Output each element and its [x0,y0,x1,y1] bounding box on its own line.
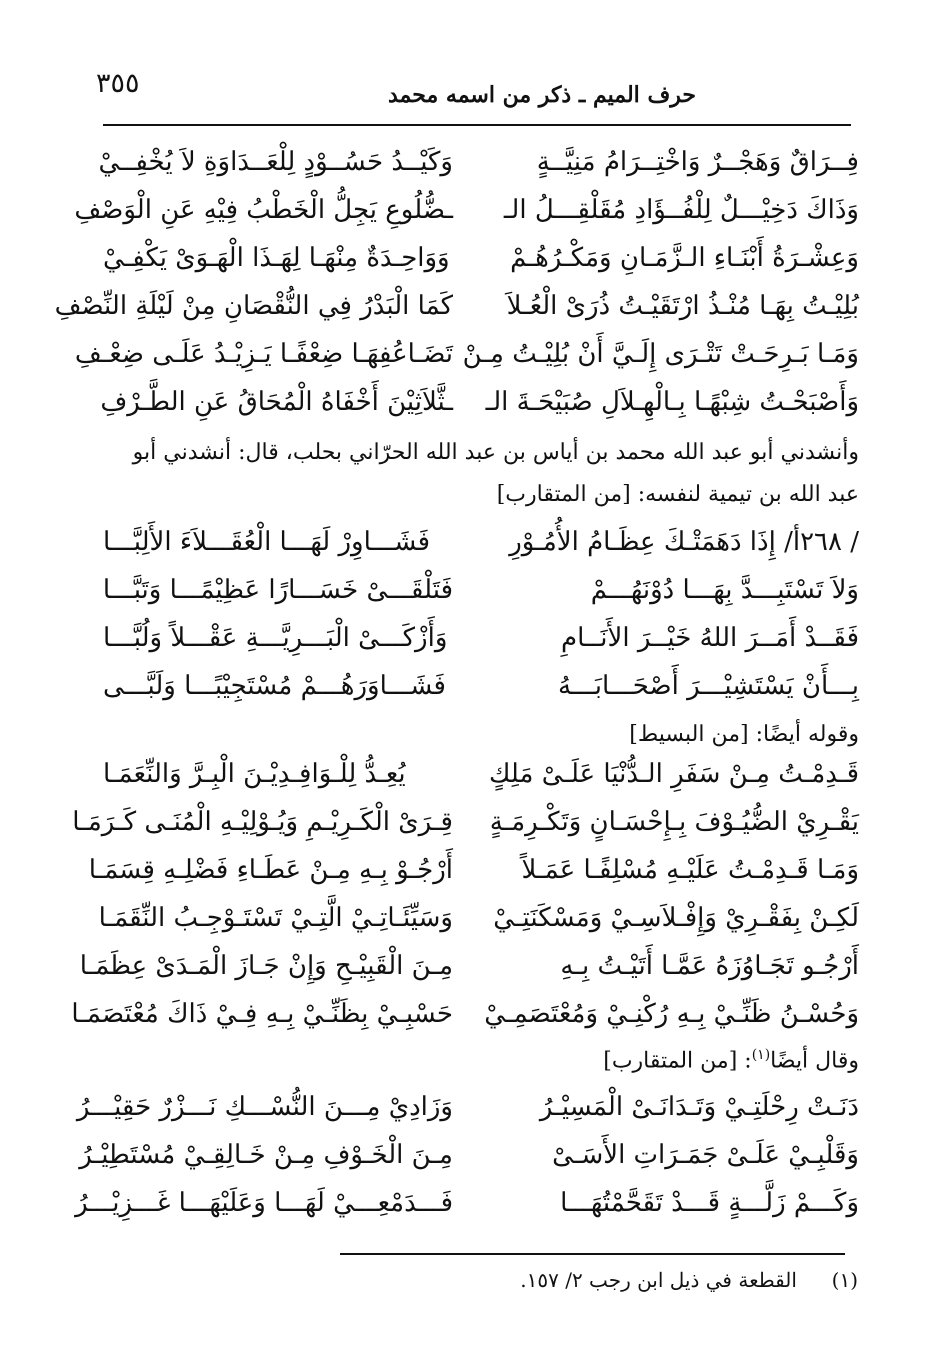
verse [72,798,859,846]
poem-3 [71,750,859,1038]
second-hemistich: قِـرَىْ الْكَـرِيْـمِ وَيُـوْلِيْـهِ الْمُنَـى كَـرَمَـا [72,807,453,837]
first-hemistich: / ٢٦٨أ/ إِذَا دَهَمَتْـكَ عِظَـامُ الأُمُـوْرِ [509,527,859,557]
prose-line [103,1047,859,1073]
first-hemistich: فِــرَاقٌ وَهَجْــرٌ وَاخْتِــرَامُ مَنِيَّــةٍ [536,147,859,177]
second-hemistich: تَضَـاعُفِهَـا ضِعْفًـا يَـزِيْـدُ عَلَـى ضِعْـفِ [74,339,453,369]
verse [103,662,859,710]
footnote-text: القطعة في ذيل ابن رجب ٢/ ١٥٧. [520,1268,797,1292]
first-hemistich: بِـــأَنْ يَسْتَشِيْـــرَ أَصْحَـــابَـــهُ [557,671,859,701]
second-hemistich: حَسْبِـيْ بِظَنِّـيْ بِـهِ فِـيْ ذَاكَ مُعْتَصَمَـا [71,999,453,1029]
footnote-number: (١) [831,1268,858,1292]
verse [98,894,859,942]
first-hemistich: وَمَـا بَـرِحَـتْ تَتْـرَى إِلَـيَّ أَنْ بُلِيْـتُ مِـنْ [462,339,859,369]
prose-line: وأنشدني أبو عبد الله محمد بن أياس بن عبد الله الحرّاني بحلب، قال: أنشدني أبو [132,440,859,465]
first-hemistich: وَلاَ تَسْتَبِـــدَّ بِهَـــا دُوْنَهُـــمْ [590,575,859,605]
verse [103,566,859,614]
first-hemistich: وَحُسْـنُ ظَنِّـيْ بِـهِ رُكْنِـيْ وَمُعْتَصَمِـيْ [484,999,859,1029]
meter-label: : [من المتقارب] [603,1048,752,1074]
first-hemistich: دَنَـتْ رِحْلَتِـيْ وَتَـدَانَـىْ الْمَسِيْـرُ [539,1092,859,1122]
second-hemistich: مِـنَ الْقَبِيْـحِ وَإِنْ جَـازَ الْمَـدَىْ عِظَمَـا [79,951,453,981]
first-hemistich: وَعِشْـرَةُ أَبْنَـاءِ الـزَّمَـانِ وَمَكْـرُهُـمْ [510,243,859,273]
second-hemistich: وَسَيِّئَـاتِـيْ الَّتِـيْ تَسْتَـوْجِـبُ النِّقَمَـا [98,903,453,933]
footnote-rule [340,1253,845,1255]
first-hemistich: فَقَــدْ أَمَــرَ اللهُ خَيْــرَ الأَنَــامِ [561,623,859,653]
prose-text: وقال أيضًا [770,1048,859,1074]
second-hemistich: فَـــدَمْعِـــيْ لَهَـــا وَعَلَيْهَـــا غَـــزِيْـــرُ [75,1188,453,1218]
first-hemistich: أَرْجُـو تَجَـاوُزَهُ عَمَّـا أَتَيْـتُ بِـهِ [560,951,859,981]
second-hemistich: فَشَـــاوِرْ لَهَـــا الْعُقَـــلاَءَ الأَلِبَّـــا [103,527,431,557]
verse [103,614,859,662]
second-hemistich: وَأَزْكَـــىْ الْبَـــرِيَّـــةِ عَقْـــلاً وَلُبَّـــا [103,623,448,653]
first-hemistich: وَذَاكَ دَخِيْـــلٌ لِلْفُــؤَادِ مُقَلْقِـــلُ الـ [503,195,859,225]
page-number: ٣٥٥ [96,68,140,99]
poem-2 [103,518,859,710]
verse [54,282,859,330]
second-hemistich: وَوَاحِـدَةٌ مِنْهَـا لِهَـذَا الْهَـوَىْ يَكْفِـيْ [103,243,450,273]
prose-line: وقوله أيضًا: [من البسيط] [629,722,859,747]
verse [74,186,859,234]
second-hemistich: ـضُّلُوعِ يَجِلُّ الْخَطْبُ فِيْهِ عَنِ الْوَصْفِ [74,195,453,225]
first-hemistich: وَمَـا قَـدِمْـتُ عَلَيْـهِ مُسْلِفًـا عَمَـلاً [521,855,859,885]
footnote-ref: (١) [751,1047,771,1063]
verse [98,138,859,186]
second-hemistich: فَتَلْقَـــىْ خَسَـــارًا عَظِيْمًـــا وَتَبَّـــا [102,575,453,605]
first-hemistich: بُلِيْـتُ بِهَـا مُنْـذُ ارْتَقَيْـتُ ذُرَىْ الْعُـلاَ [506,291,859,321]
poem-1 [54,138,859,426]
first-hemistich: قَـدِمْـتُ مِـنْ سَفَرِ الـدُّنْيَا عَلَـىْ مَلِكٍ [489,759,859,789]
second-hemistich: أَرْجُـوْ بِـهِ مِـنْ عَطَـاءِ فَضْلِـهِ قِسَمَـا [88,855,453,885]
second-hemistich: مِـنَ الْخَـوْفِ مِـنْ خَـالِقِـيْ مُسْتَطِيْـرُ [79,1140,453,1170]
verse [76,1083,859,1131]
verse [74,330,859,378]
header-rule [103,124,851,126]
verse [103,234,859,282]
running-head: حرف الميم ـ ذكر من اسمه محمد [387,82,696,108]
verse [100,378,859,426]
verse [75,1179,859,1227]
poem-4 [75,1083,859,1227]
first-hemistich: وَقَلْبِـيْ عَلَـىْ جَمَـرَاتِ الأَسَـىْ [552,1140,859,1170]
verse [103,518,859,566]
second-hemistich: فَشَـــاوَرَهُـــمْ مُسْتَجِيْبًـــا وَلَبَّـــى [103,671,446,701]
first-hemistich: وَأَصْبَحْـتُ شِبْهًـا بِـالْهِـلاَلِ صُبَيْحَـةَ الـ [485,387,859,417]
verse [79,1131,859,1179]
first-hemistich: لَكِـنْ بِفَقْـرِيْ وَإِفْـلاَسِـيْ وَمَسْكَنَتِـيْ [493,903,859,933]
second-hemistich: وَكَيْــدُ حَسُــوْدٍ لِلْعَــدَاوَةِ لاَ يُخْفِــيْ [98,147,453,177]
verse [103,750,859,798]
second-hemistich: يُعِـدُّ لِلْـوَافِـدِيْـنَ الْبِـرَّ وَالنِّعَمَـا [103,759,406,789]
footnote [360,1268,858,1292]
first-hemistich: يَقْـرِيْ الضُّيُـوْفَ بِـإِحْسَـانٍ وَتَكْـرِمَـةٍ [489,807,859,837]
verse [88,846,859,894]
first-hemistich: وَكَـــمْ زَلَّـــةٍ قَـــدْ تَقَحَّمْتُهَـــا [560,1188,859,1218]
second-hemistich: كَمَا الْبَدْرُ فِي النُّقْصَانِ مِنْ لَيْلَةِ النِّصْفِ [54,291,453,321]
verse [71,990,859,1038]
second-hemistich: وَزَادِيْ مِـــنَ النُّسْـــكِ نَـــزْرٌ حَقِيْـــرُ [76,1092,453,1122]
verse [79,942,859,990]
prose-line: عبد الله بن تيمية لنفسه: [من المتقارب] [496,482,859,507]
second-hemistich: ـثَّلاَثِيْنَ أَخْفَاهُ الْمُحَاقُ عَنِ الطَّـرْفِ [100,387,453,417]
